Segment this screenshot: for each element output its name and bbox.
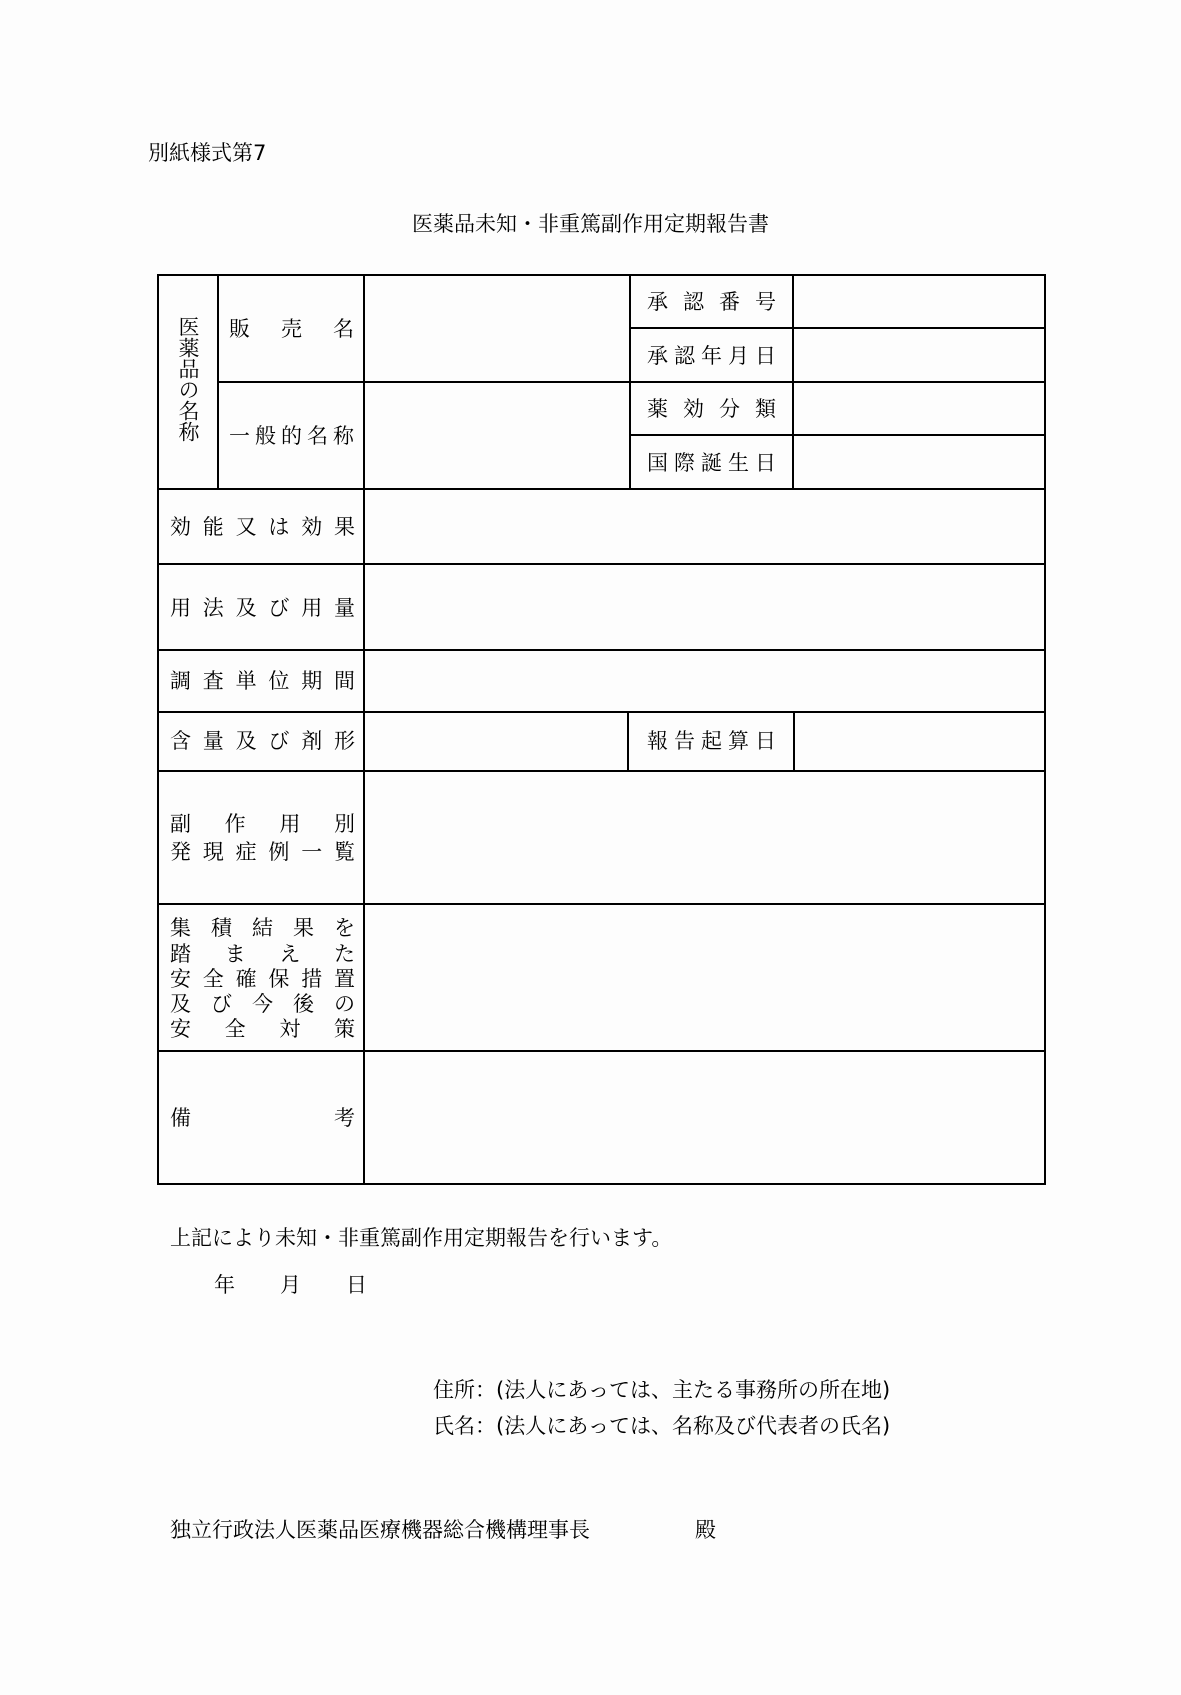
remarks-field[interactable] [365,1052,1044,1183]
generic-name-label: 一般的名称 [229,424,354,448]
table-border-line [629,274,631,490]
table-border-line [157,1183,1046,1185]
content-form-field[interactable] [365,713,627,770]
date-day: 日 [346,1273,367,1297]
form-number: 別紙様式第7 [148,141,267,165]
international-birth-date-label: 国際誕生日 [647,451,776,475]
safety-measures-label-line: 及び今後の [170,992,355,1016]
safety-measures-label-line: 集積結果を [170,916,355,940]
approval-number-field[interactable] [794,276,1044,327]
table-border-line [157,274,159,1185]
remarks-label-2: 考 [334,1106,355,1130]
sales-name-field[interactable] [365,276,629,381]
approval-date-field[interactable] [794,329,1044,381]
honorific: 殿 [695,1518,716,1542]
drug-name-group-label: 医薬品の名称 [176,316,200,442]
table-border-line [627,711,629,772]
approval-date-label: 承認年月日 [647,344,776,368]
report-start-date-label: 報告起算日 [647,729,776,753]
safety-measures-field[interactable] [365,905,1044,1050]
sales-name-label: 販売名 [229,317,354,341]
document-title: 医薬品未知・非重篤副作用定期報告書 [412,212,769,236]
address-line: 住所：(法人にあっては、主たる事務所の所在地) [433,1378,891,1402]
adverse-list-field[interactable] [365,772,1044,903]
dosage-field[interactable] [365,565,1044,649]
survey-period-label: 調査単位期間 [170,669,355,693]
date-year: 年 [214,1273,235,1297]
table-border-line [217,274,219,490]
report-start-date-field[interactable] [795,713,1044,770]
safety-measures-label-line: 安全対策 [170,1017,355,1041]
international-birth-date-field[interactable] [794,436,1044,488]
survey-period-field[interactable] [365,651,1044,711]
approval-number-label: 承認番号 [647,290,776,314]
safety-measures-label-line: 踏まえた [170,942,355,966]
adverse-list-label-line: 発現症例一覧 [170,840,355,864]
efficacy-class-field[interactable] [794,383,1044,434]
efficacy-class-label: 薬効分類 [647,397,776,421]
generic-name-field[interactable] [365,383,629,488]
safety-measures-label-line: 安全確保措置 [170,967,355,991]
dosage-label: 用法及び用量 [170,596,355,620]
remarks-label-1: 備 [170,1106,191,1130]
statement: 上記により未知・非重篤副作用定期報告を行います。 [170,1226,673,1250]
date-month: 月 [280,1273,301,1297]
content-form-label: 含量及び剤形 [170,729,355,753]
indications-field[interactable] [365,490,1044,563]
table-border-line [1044,274,1046,1185]
addressee: 独立行政法人医薬品医療機器総合機構理事長 [170,1518,590,1542]
name-line: 氏名：(法人にあっては、名称及び代表者の氏名) [433,1414,891,1438]
adverse-list-label-line: 副作用別 [170,812,355,836]
indications-label: 効能又は効果 [170,515,355,539]
